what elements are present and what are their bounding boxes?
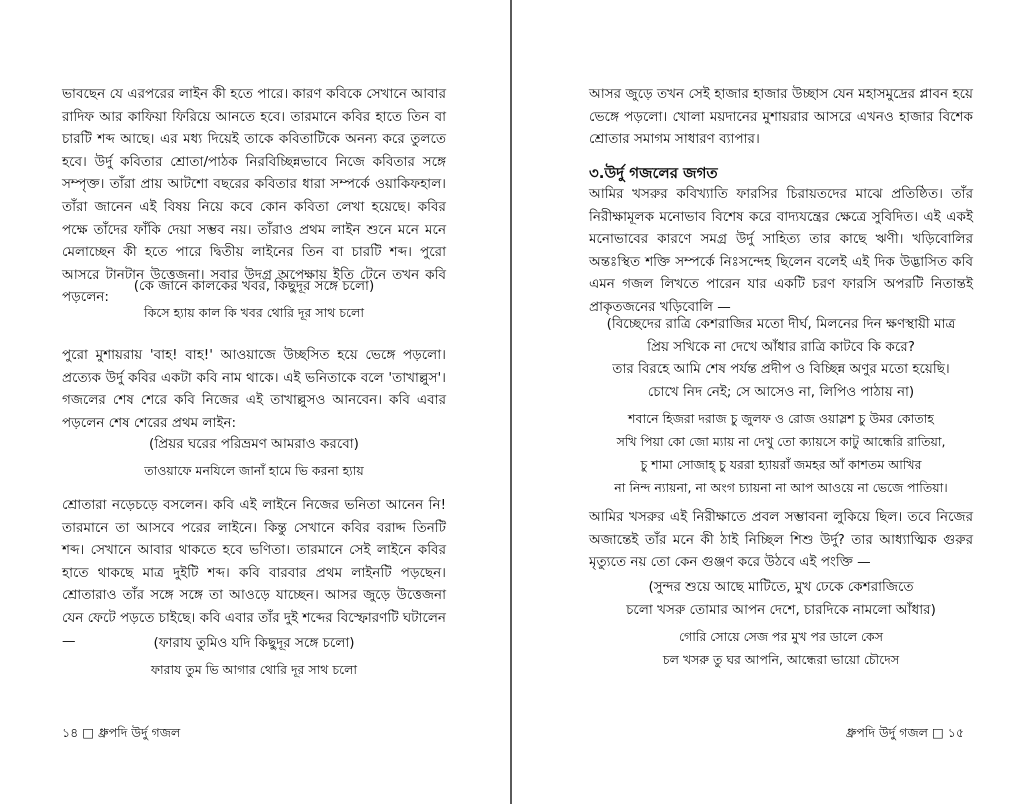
running-title: ধ্রুপদি উর্দু গজল [845,725,928,740]
verse-translation: (প্রিয়র ঘরের পরিভ্রমণ আমরাও করবো) [149,436,359,452]
body-paragraph: পুরো মুশায়রায় 'বাহ! বাহ!' আওয়াজে উচ্ছসিত হয়ে ভেঙ্গে পড়লো। প্রত্যেক উর্দু কবির একটা কবি নাম থাকে। এই ভনিতাকে বলে 'তাখাল্লুস'। গজলের শেষ শেরে কবি নিজের এই তাখাল্লুসও আনবেন। কবি এবার পড়লেন শেষ শেরের প্রথম লাইন: [62,347,446,431]
verse-original [589,407,973,499]
running-title: ধ্রুপদি উর্দু গজল [98,725,181,740]
verse-line: সখি পিয়া কো জো ম্যায় না দেখু তো ক্যায়সে কাটু আন্ধেরি রাতিয়া, [616,434,946,449]
footer-separator: □ [82,725,95,740]
body-paragraph: শ্রোতারা নড়েচড়ে বসলেন। কবি এই লাইনে নিজের ভনিতা আনেন নি! তারমানে তা আসবে পরের লাইনে। কিন্তু সেখানে কবির বরাদ্দ তিনটি শব্দ। সেখানে আবার থাকতে হবে ভণিতা। তারমানে সেই লাইনে কবির হাতে থাকছে মাত্র দুইটি শব্দ। কবি বারবার প্রথম লাইনটি পড়ছেন। শ্রোতারাও তাঁর সঙ্গে সঙ্গে তা আওড়ে যাচ্ছেন। আসর জুড়ে উত্তেজনা যেন ফেটে পড়তে চাইছে। কবি এবার তাঁর দুই শব্দের বিস্ফোরণটি ঘটালেন — [62,497,446,649]
page-footer [62,724,180,742]
body-paragraph: আসর জুড়ে তখন সেই হাজার হাজার উচ্ছাস যেন মহাসমুদ্রের প্লাবন হয়ে ভেঙ্গে পড়লো। খোলা ময়দানের মুশায়রার আসরে এখনও হাজার বিশেক শ্রোতার সমাগম সাধারণ ব্যাপার। [589,86,973,148]
verse-translation [589,576,973,621]
verse-line: শবানে হিজরা দরাজ চু জুলফ ও রোজ ওয়াস্লশ চু উমর কোতাহ [628,411,934,426]
verse-line: চলো খসরু তোমার আপন দেশে, চারদিকে নামলো আঁধার) [626,601,936,618]
verse-translation [589,313,973,403]
verse-translation: (ফারায তুমিও যদি কিছুদূর সঙ্গে চলো) [153,635,355,651]
page-footer [846,724,964,742]
verse-line: (বিচ্ছেদের রাত্রি কেশরাজির মতো দীর্ঘ, মিলনের দিন ক্ষণস্থায়ী মাত্র [606,316,956,332]
verse-original [589,626,973,671]
section-heading: ৩.উর্দু গজলের জগত [589,164,718,182]
page-number: ১৪ [62,725,79,740]
verse-original: কিসে হ্যায় কাল কি খবর থোরি দূর সাথ চলো [144,305,364,320]
verse-original: তাওয়াফে মনযিলে জানাঁ হামে ভি করনা হ্যায় [144,463,364,478]
footer-separator: □ [931,725,944,740]
verse-line: তার বিরহে আমি শেষ পর্যন্ত প্রদীপ ও বিচ্ছিন্ন অণুর মতো হয়েছি। [612,361,950,377]
page-number: ১৫ [947,725,964,740]
verse-line: চোখে নিদ নেই; সে আসেও না, লিপিও পাঠায় না) [647,383,915,400]
verse-line: (সুন্দর শুয়ে আছে মাটিতে, মুখ ঢেকে কেশরাজিতে [648,579,914,595]
verse-line: না নিন্দ ন্যায়না, না অংগ চ্যায়না না আপ আওয়ে না ভেজে পাতিয়া। [614,480,948,495]
verse-translation: (কে জানে কালকের খবর, কিছুদূর সঙ্গে চলো) [133,278,375,294]
body-paragraph: ভাবছেন যে এরপরের লাইন কী হতে পারে। কারণ কবিকে সেখানে আবার রাদিফ আর কাফিয়া ফিরিয়ে আনতে হবে। তারমানে কবির হাতে তিন বা চারটি শব্দ আছে। এর মধ্য দিয়েই তাকে কবিতাটিকে অনন্য করে তুলতে হবে। উর্দু কবিতার শ্রোতা/পাঠক নিরবিচ্ছিন্নভাবে নিজে কবিতার সঙ্গে সম্পৃক্ত। তাঁরা প্রায় আটশো বছরের কবিতার ধারা সম্পর্কে ওয়াকিফহাল। তাঁরা জানেন এই বিষয় নিয়ে কবে কোন কবিতা লেখা হয়েছে। কবির পক্ষে তাঁদের ফাঁকি দেয়া সম্ভব নয়। তাঁরাও প্রথম লাইন শুনে মনে মনে মেলাচ্ছেন কী হতে পারে দ্বিতীয় লাইনের তিন বা চারটি শব্দ। পুরো আসরে টানটান উত্তেজনা। সবার উদগ্র অপেক্ষায় ইতি টেনে তখন কবি পড়লেন: [62,86,446,306]
right-page [512,0,1024,804]
body-paragraph: আমির খসরুর কবিখ্যাতি ফারসির চিরায়তদের মাঝে প্রতিষ্ঠিত। তাঁর নিরীক্ষামূলক মনোভাব বিশেষ করে বাদ্যযন্ত্রের ক্ষেত্রে সুবিদিত। এই একই মনোভাবের কারণে সমগ্র উর্দু সাহিত্য তার কাছে ঋণী। খড়িবোলির অন্তঃস্থিত শক্তি সম্পর্কে নিঃসন্দেহ ছিলেন বলেই এই দিক উদ্ভাসিত কবি এমন গজল লিখতে পারেন যার একটি চরণ ফারসি অপরটি নিতান্তই প্রাকৃতজনের খড়িবোলি — [589,186,973,315]
verse-line: গোরি সোয়ে সেজ পর মুখ পর ডালে কেস [678,629,884,644]
body-paragraph: আমির খসরুর এই নিরীক্ষাতে প্রবল সম্ভাবনা লুকিয়ে ছিল। তবে নিজের অজান্তেই তাঁর মনে কী ঠাই নিচ্ছিল শিশু উর্দু? তার আধ্যাত্মিক গুরুর মৃত্যুতে নয় তো কেন গুঞ্জণ করে উঠবে এই পংক্তি — [589,509,973,571]
verse-original: ফারায তুম ভি আগার থোরি দূর সাথ চলো [150,662,358,677]
verse-line: চু শামা সোজাহ্ চু যররা হ্যায়রাঁ জমহর আঁ কাশতম আখির [640,457,922,472]
left-page [0,0,510,804]
verse-line: প্রিয় সখিকে না দেখে আঁধার রাত্রি কাটবে কি করে? [647,338,915,355]
verse-line: চল খসরু তু ঘর আপনি, আন্ধেরা ভায়ো চৌদেস [662,651,900,667]
